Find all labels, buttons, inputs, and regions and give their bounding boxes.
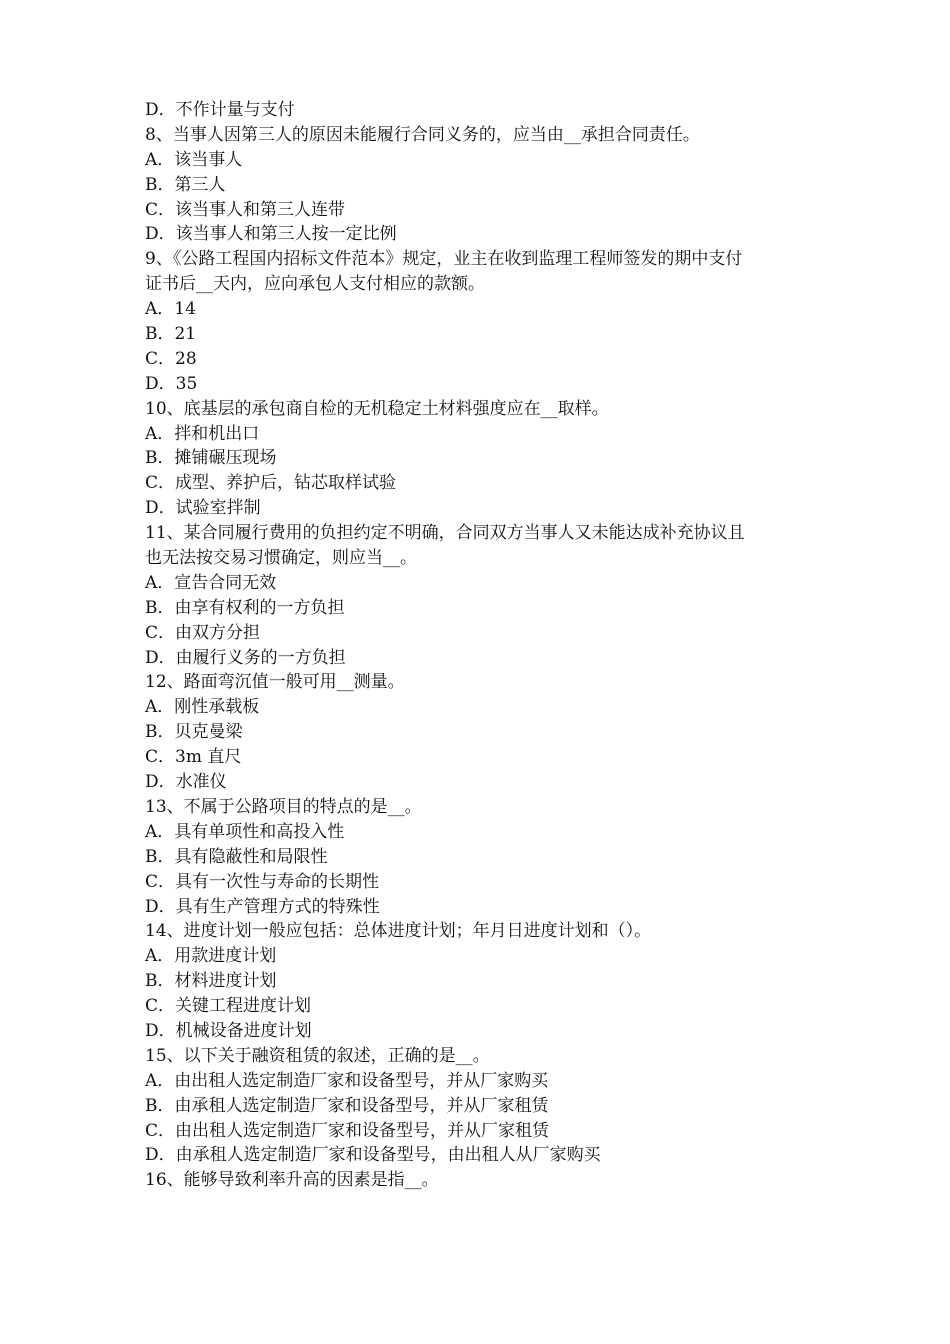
option-c: C．由出租人选定制造厂家和设备型号，并从厂家租赁 [145,1120,550,1141]
option-a: A．由出租人选定制造厂家和设备型号，并从厂家购买 [145,1070,549,1091]
option-c: C．关键工程进度计划 [145,996,312,1017]
option-d: D．由承租人选定制造厂家和设备型号，由出租人从厂家购买 [145,1145,601,1166]
text-line: D．不作计量与支付 [145,100,295,120]
question-11-continued: 也无法按交易习惯确定，则应当__。 [145,548,417,569]
question-9: 9、《公路工程国内招标文件范本》规定，业主在收到监理工程师签发的期中支付 [145,249,743,270]
option-c: C．3m 直尺 [145,747,242,768]
option-a: A．14 [145,299,196,320]
question-10: 10、底基层的承包商自检的无机稳定土材料强度应在__取样。 [145,398,609,419]
question-12: 12、路面弯沉值一般可用__测量。 [145,672,405,693]
question-9-continued: 证书后__天内，应向承包人支付相应的款额。 [145,274,485,295]
option-d: D．由履行义务的一方负担 [145,647,346,668]
option-d: D．具有生产管理方式的特殊性 [145,896,380,917]
question-15: 15、以下关于融资租赁的叙述，正确的是__。 [145,1045,490,1066]
question-8: 8、当事人因第三人的原因未能履行合同义务的，应当由__承担合同责任。 [145,124,700,145]
option-a: A．宣告合同无效 [145,572,277,593]
option-d: D．水准仪 [145,772,227,793]
option-c: C．具有一次性与寿命的长期性 [145,871,380,892]
document-body [145,98,815,1193]
option-b: B．第三人 [145,174,226,195]
option-b: B．由享有权利的一方负担 [145,597,345,618]
option-a: A．该当事人 [145,149,243,170]
option-c: C．成型、养护后，钻芯取样试验 [145,473,397,494]
option-b: B．由承租人选定制造厂家和设备型号，并从厂家租赁 [145,1095,549,1116]
option-b: B．材料进度计划 [145,971,277,992]
option-a: A．拌和机出口 [145,423,260,444]
option-c: C．28 [145,348,197,369]
question-16: 16、能够导致利率升高的因素是指__。 [145,1170,439,1191]
question-13: 13、不属于公路项目的特点的是__。 [145,796,422,817]
option-b: B．贝克曼梁 [145,722,243,743]
option-d: D．35 [145,373,198,394]
option-b: B．21 [145,324,197,345]
option-c: C．该当事人和第三人连带 [145,199,346,220]
question-14: 14、进度计划一般应包括：总体进度计划；年月日进度计划和（）。 [145,921,652,942]
option-a: A．刚性承载板 [145,697,260,718]
option-c: C．由双方分担 [145,622,261,643]
option-d: D．试验室拌制 [145,498,261,519]
option-b: B．摊铺碾压现场 [145,448,277,469]
question-11: 11、某合同履行费用的负担约定不明确，合同双方当事人又未能达成补充协议且 [145,523,745,544]
option-d: D．该当事人和第三人按一定比例 [145,224,397,245]
option-a: A．具有单项性和高投入性 [145,821,345,842]
option-a: A．用款进度计划 [145,946,277,967]
option-b: B．具有隐蔽性和局限性 [145,846,328,867]
option-d: D．机械设备进度计划 [145,1020,312,1041]
